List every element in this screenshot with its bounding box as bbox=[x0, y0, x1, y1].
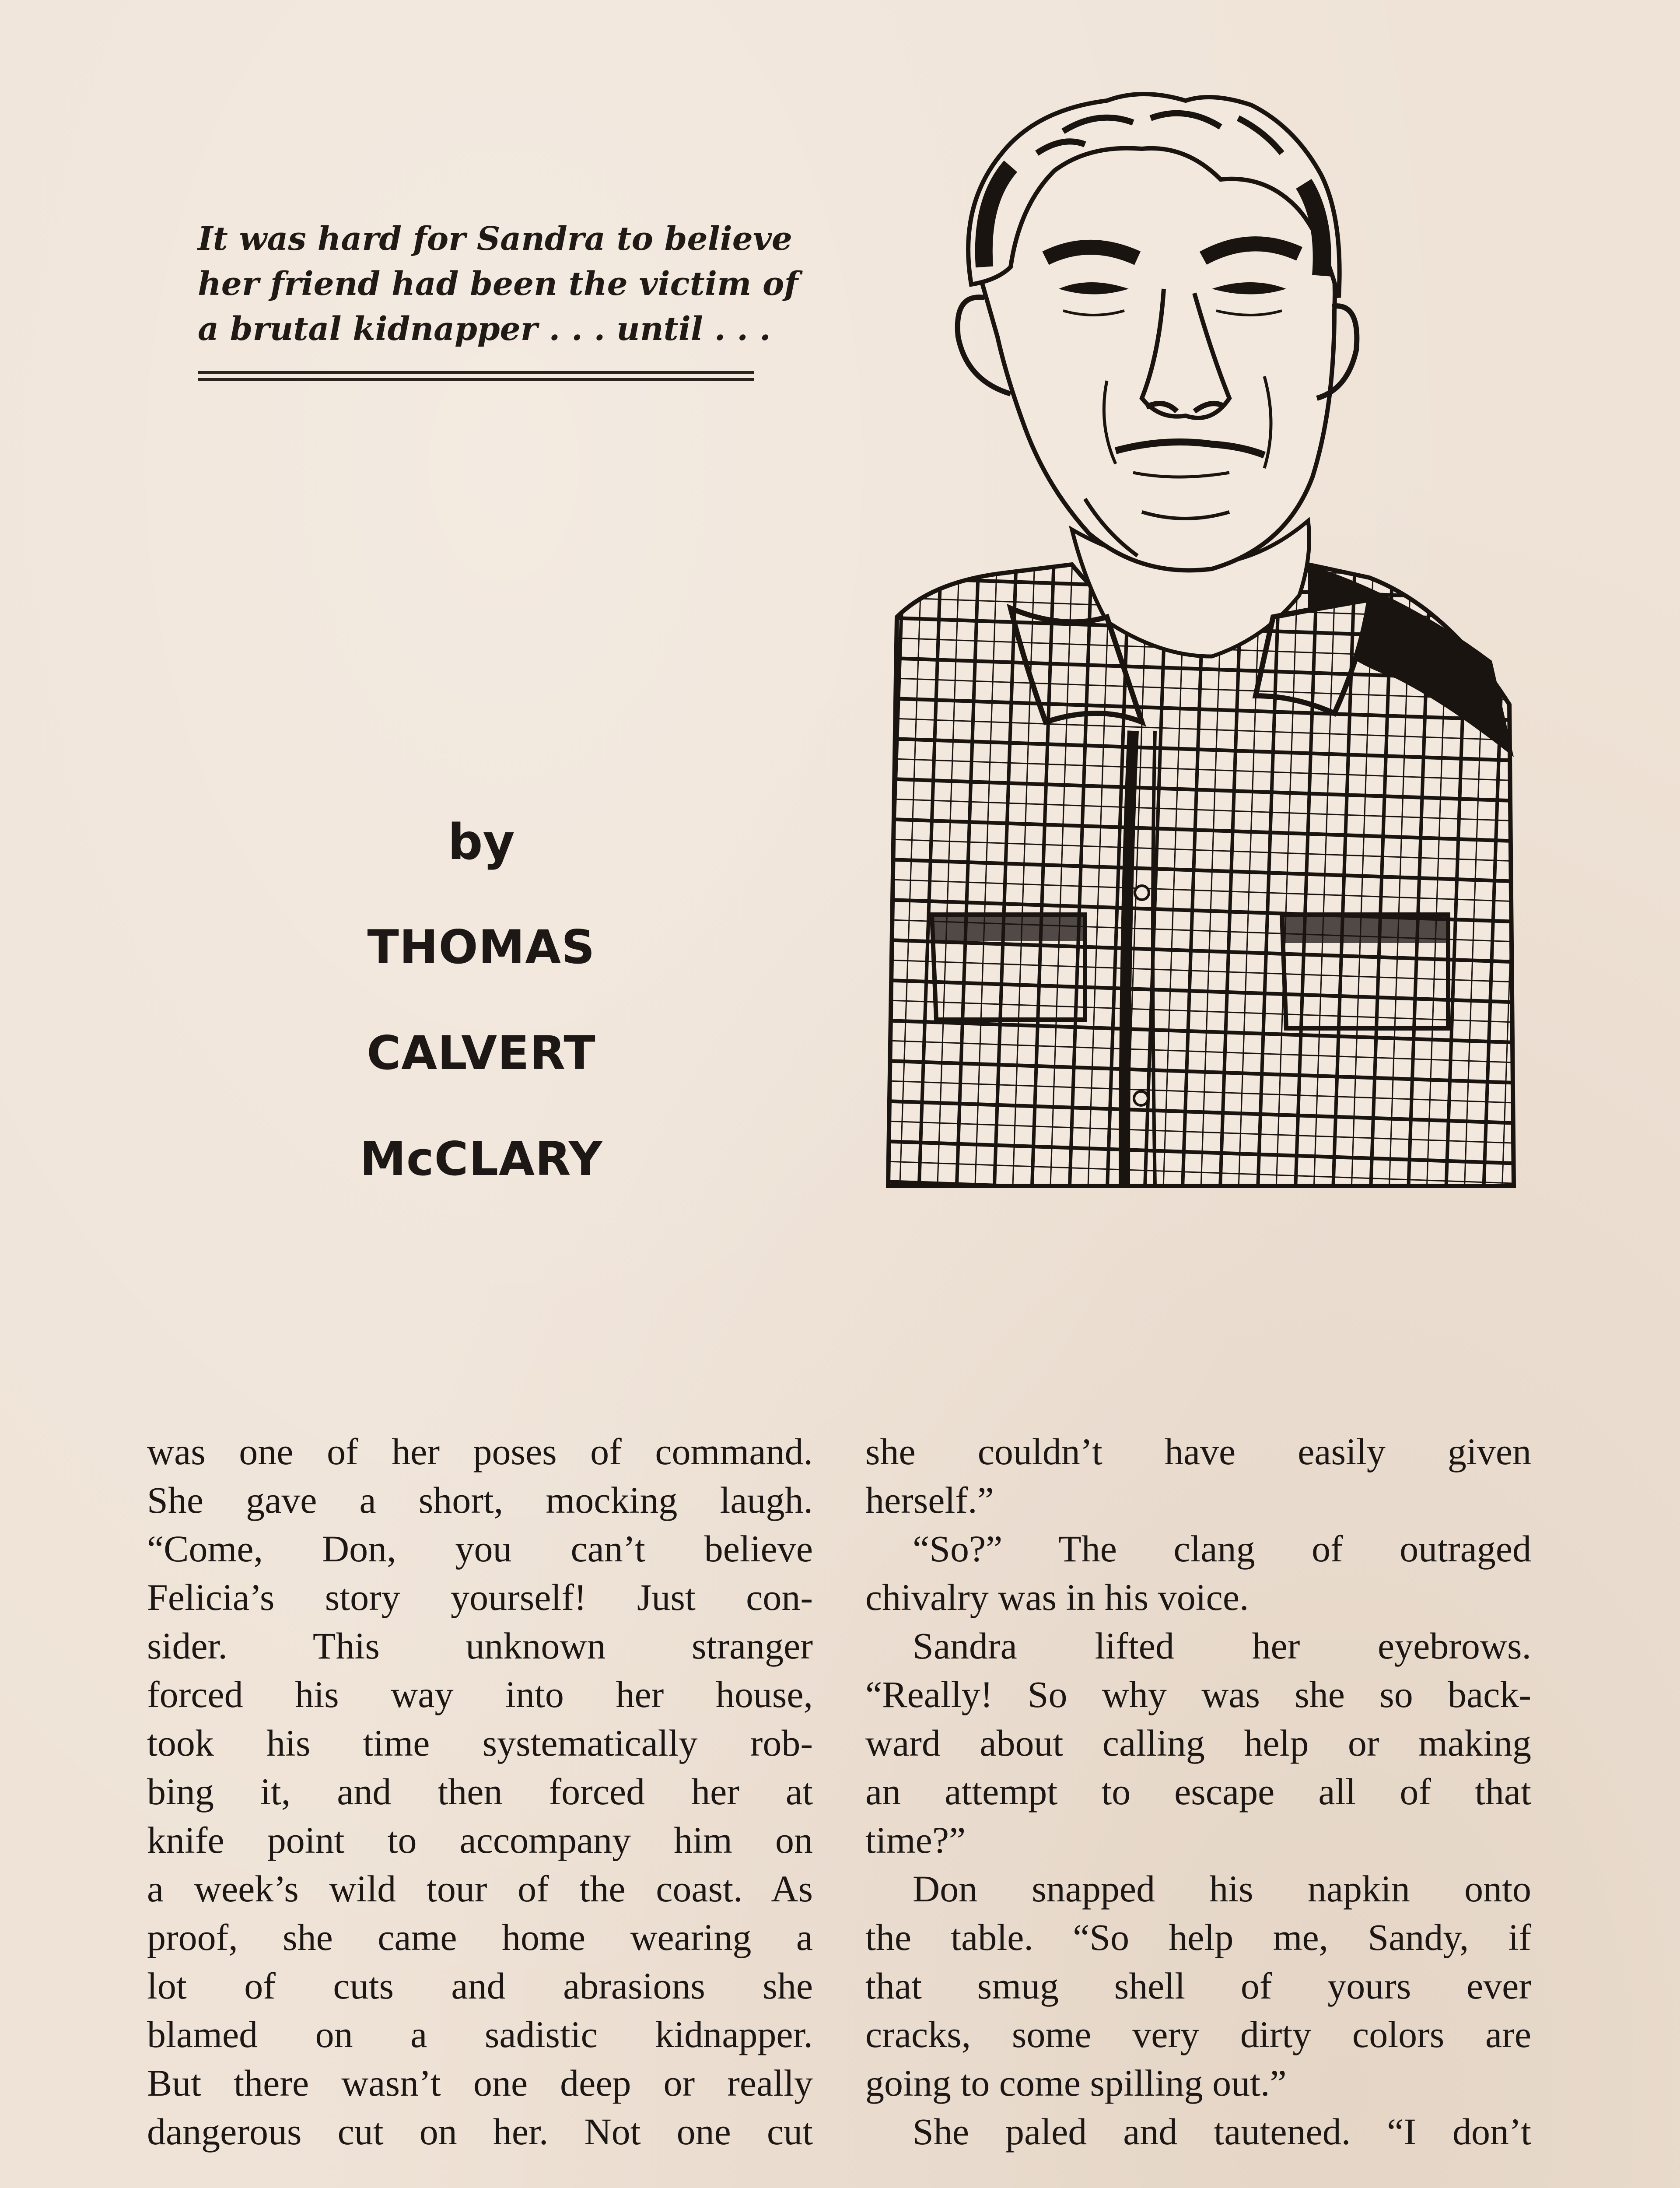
body-column-right bbox=[865, 1427, 1531, 2156]
text-line: She paled and tautened. “I don’t bbox=[913, 2111, 1531, 2153]
text-line: time?” bbox=[865, 1819, 966, 1861]
teaser-line: her friend had been the victim of bbox=[198, 265, 798, 303]
portrait-illustration-icon bbox=[879, 92, 1522, 1195]
portrait-drawing bbox=[879, 92, 1522, 1195]
text-line: she couldn’t have easily given bbox=[865, 1431, 1531, 1473]
text-line: Felicia’s story yourself! Just con- bbox=[147, 1576, 813, 1618]
author-name-last: McCLARY bbox=[360, 1132, 603, 1186]
text-line: proof, she came home wearing a bbox=[147, 1916, 813, 1958]
text-line: the table. “So help me, Sandy, if bbox=[865, 1916, 1531, 1958]
body-column-left bbox=[147, 1427, 813, 2156]
text-line: chivalry was in his voice. bbox=[865, 1576, 1249, 1618]
text-line: “Come, Don, you can’t believe bbox=[147, 1528, 813, 1570]
text-line: dangerous cut on her. Not one cut bbox=[147, 2111, 813, 2153]
text-line: an attempt to escape all of that bbox=[865, 1771, 1531, 1813]
text-line: going to come spilling out.” bbox=[865, 2062, 1287, 2104]
text-line: “Really! So why was she so back- bbox=[865, 1673, 1531, 1715]
text-line: took his time systematically rob- bbox=[147, 1722, 813, 1764]
text-line: bing it, and then forced her at bbox=[147, 1771, 813, 1813]
teaser-divider bbox=[198, 371, 754, 381]
author-byline bbox=[306, 814, 656, 1237]
text-line: knife point to accompany him on bbox=[147, 1819, 813, 1861]
text-line: She gave a short, mocking laugh. bbox=[147, 1479, 813, 1521]
teaser-line: It was hard for Sandra to believe bbox=[198, 220, 792, 258]
text-line: was one of her poses of command. bbox=[147, 1431, 813, 1473]
text-line: sider. This unknown stranger bbox=[147, 1625, 813, 1667]
byline-by: by bbox=[448, 814, 515, 871]
text-line: “So?” The clang of outraged bbox=[913, 1528, 1531, 1570]
text-line: cracks, some very dirty colors are bbox=[865, 2013, 1531, 2055]
text-line: Don snapped his napkin onto bbox=[913, 1868, 1531, 1910]
text-line: blamed on a sadistic kidnapper. bbox=[147, 2013, 813, 2055]
text-line: that smug shell of yours ever bbox=[865, 1965, 1531, 2007]
text-line: a week’s wild tour of the coast. As bbox=[147, 1868, 813, 1910]
text-line: lot of cuts and abrasions she bbox=[147, 1965, 813, 2007]
text-line: ward about calling help or making bbox=[865, 1722, 1531, 1764]
text-line: forced his way into her house, bbox=[147, 1673, 813, 1715]
author-name-middle: CALVERT bbox=[367, 1026, 596, 1080]
text-line: But there wasn’t one deep or really bbox=[147, 2062, 813, 2104]
author-name-first: THOMAS bbox=[367, 920, 595, 974]
story-teaser bbox=[198, 217, 798, 352]
text-line: Sandra lifted her eyebrows. bbox=[913, 1625, 1531, 1667]
text-line: herself.” bbox=[865, 1479, 994, 1521]
teaser-line: a brutal kidnapper . . . until . . . bbox=[198, 310, 771, 348]
